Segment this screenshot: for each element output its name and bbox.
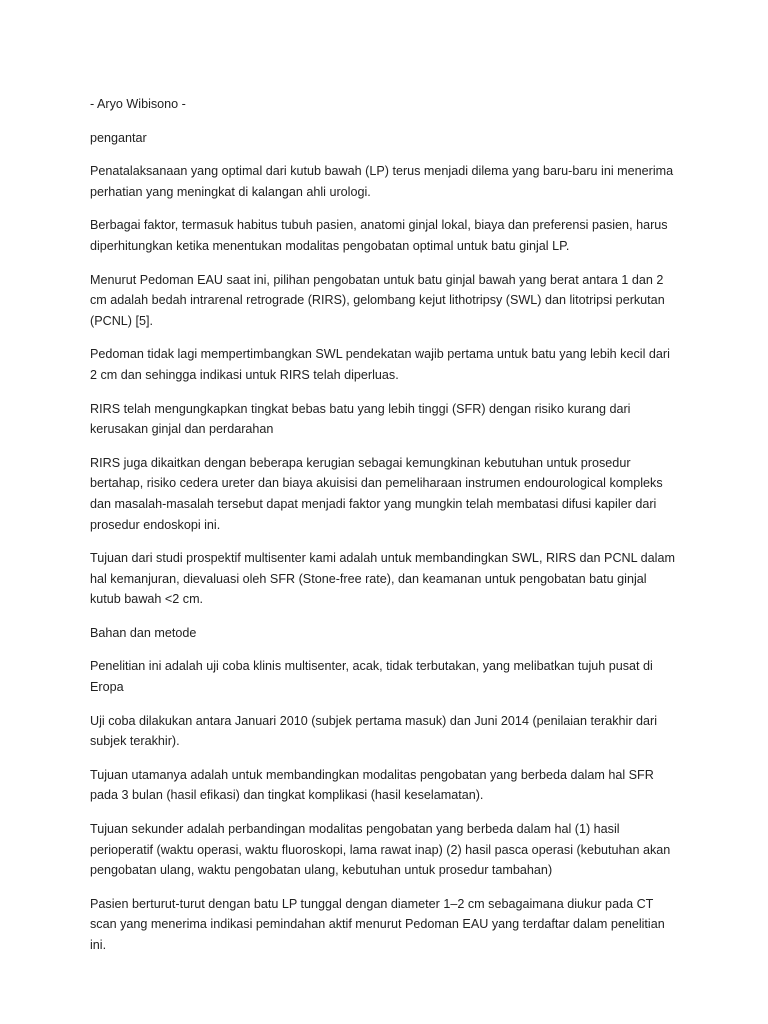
- paragraph: Penatalaksanaan yang optimal dari kutub bawah (LP) terus menjadi dilema yang baru-baru ini menerima perhatian yang meningkat di kalangan ahli urologi.: [90, 164, 674, 199]
- section-heading-methods: Bahan dan metode: [90, 625, 197, 640]
- section-heading-introduction: pengantar: [90, 130, 147, 145]
- paragraph: Pasien berturut-turut dengan batu LP tunggal dengan diameter 1–2 cm sebagaimana diukur pada CT scan yang menerima indikasi pemindahan aktif menurut Pedoman EAU yang terdaftar dalam penelitian ini.: [90, 896, 665, 952]
- paragraph: RIRS juga dikaitkan dengan beberapa kerugian sebagai kemungkinan kebutuhan untuk prosedur bertahap, risiko cedera ureter dan biaya akuisisi dan pemeliharaan instrumen endourological kompleks dan masalah-masalah tersebut dapat menjadi faktor yang mungkin telah membatasi difusi kapiler dari prosedur endoskopi ini.: [90, 455, 663, 532]
- paragraph: RIRS telah mengungkapkan tingkat bebas batu yang lebih tinggi (SFR) dengan risiko kurang dari kerusakan ginjal dan perdarahan: [90, 401, 631, 437]
- author-line: - Aryo Wibisono -: [90, 97, 186, 111]
- paragraph: Penelitian ini adalah uji coba klinis multisenter, acak, tidak terbutakan, yang melibatkan tujuh pusat di Eropa: [90, 659, 653, 695]
- paragraph: Tujuan sekunder adalah perbandingan modalitas pengobatan yang berbeda dalam hal (1) hasil perioperatif (waktu operasi, waktu fluoroskopi, lama rawat inap) (2) hasil pasca operasi (kebutuhan akan pengobatan ulang, waktu pengobatan ulang, kebutuhan untuk prosedur tambahan): [90, 822, 671, 878]
- paragraph: Berbagai faktor, termasuk habitus tubuh pasien, anatomi ginjal lokal, biaya dan preferensi pasien, harus diperhitungkan ketika menentukan modalitas pengobatan optimal untuk batu ginjal LP.: [90, 218, 668, 253]
- paragraph: Menurut Pedoman EAU saat ini, pilihan pengobatan untuk batu ginjal bawah yang berat antara 1 dan 2 cm adalah bedah intrarenal retrograde (RIRS), gelombang kejut lithotripsy (SWL) dan litotripsi perkutan (PCNL) [5].: [90, 272, 665, 328]
- paragraph: Tujuan dari studi prospektif multisenter kami adalah untuk membandingkan SWL, RIRS dan PCNL dalam hal kemanjuran, dievaluasi oleh SFR (Stone-free rate), dan keamanan untuk pengobatan batu ginjal kutub bawah <2 cm.: [90, 551, 675, 607]
- paragraph: Tujuan utamanya adalah untuk membandingkan modalitas pengobatan yang berbeda dalam hal SFR pada 3 bulan (hasil efikasi) dan tingkat komplikasi (hasil keselamatan).: [90, 767, 654, 803]
- paragraph: Pedoman tidak lagi mempertimbangkan SWL pendekatan wajib pertama untuk batu yang lebih kecil dari 2 cm dan sehingga indikasi untuk RIRS telah diperluas.: [90, 347, 670, 382]
- paragraph: Uji coba dilakukan antara Januari 2010 (subjek pertama masuk) dan Juni 2014 (penilaian terakhir dari subjek terakhir).: [90, 713, 658, 749]
